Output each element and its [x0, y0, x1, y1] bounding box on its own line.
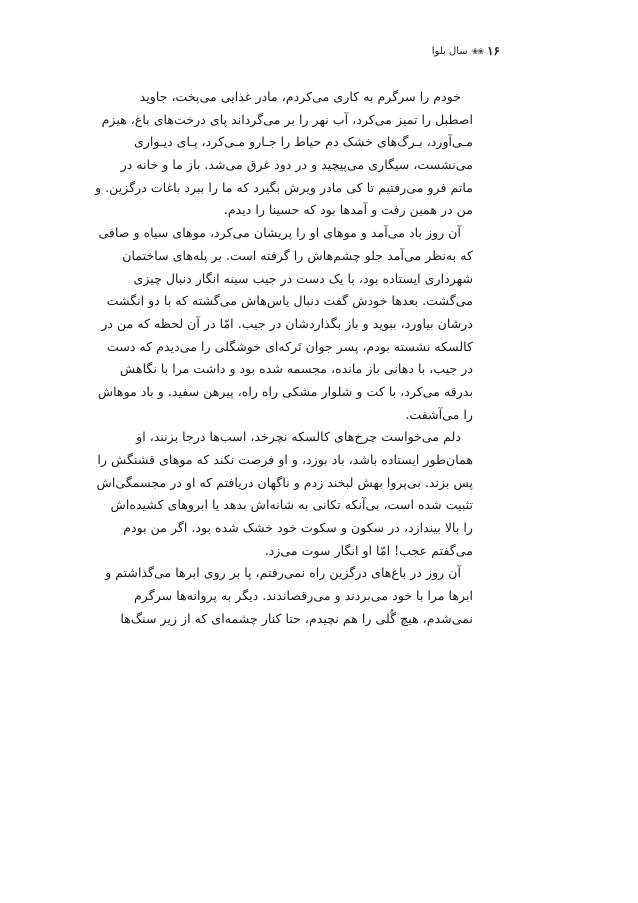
ornament-separator: ❀❀	[471, 46, 484, 56]
page-number: ۱۶	[487, 44, 500, 58]
text-line: ماتم فرو می‌رفتیم تا کی مادر ویرش بگیرد که ما را ببرد باغات درگزین. و	[95, 179, 473, 195]
text-line: می‌گشت. بعدها خودش گفت دنبال یاس‌هاش می‌گشته که با دو انگشت	[106, 293, 473, 309]
text-line: در جیب، با دهانی باز مانده، مجسمه شده بود و داشت مرا با نگاهش	[119, 361, 473, 377]
text-line: که به‌نظر می‌آمد جلو چشم‌هاش را گرفته است. بر پله‌های ساختمان	[122, 247, 473, 263]
text-line: تثبیت شده است، بی‌آنکه تکانی به شانه‌اش بدهد یا ابروهای کشیده‌اش	[110, 497, 473, 513]
text-line: دلم می‌خواست چرخ‌های کالسکه نچرخد، اسب‌ها درجا بزنند، او	[136, 429, 461, 445]
text-line: همان‌طور ایستاده باشد، باد بوزد، و او فرصت نکند که موهای قشنگش را	[97, 452, 473, 467]
text-line: ابرها مرا با خود می‌بردند و می‌رقصاندند. دیگر به پروانه‌ها سرگرم	[133, 588, 473, 604]
text-line: را می‌آشفت.	[405, 406, 473, 422]
text-line: آن روز باد می‌آمد و موهای او را پریشان می‌کرد، موهای سیاه و صافی	[98, 225, 461, 241]
text-line: آن روز در باغ‌های درگزین راه نمی‌رفتم، پا بر روی ابرها می‌گذاشتم و	[105, 565, 461, 581]
text-line: پس بزند. بی‌پروا بهش لبخند زدم و ناگهان دریافتم که او در مجسمگی‌اش	[96, 474, 473, 490]
text-line: من در همین رفت و آمدها بود که حسینا را دیدم.	[223, 202, 473, 218]
text-line: درشان بیاورد، ببوید و باز بگذاردشان در جیب. امّا در آن لحظه که من در	[101, 315, 473, 331]
text-line: را بالا بیندازد، در سکون و سکوت خود خشک شده بود. اگر من بودم	[123, 520, 473, 536]
body-text	[95, 86, 473, 631]
text-line: خودم را سرگرم به کاری می‌کردم، مادر غذایی می‌پخت، جاوید	[139, 89, 461, 104]
text-line: می‌گفتم عجب! امّا او انگار سوت می‌زد.	[264, 542, 473, 558]
text-line: کالسکه نشسته بودم، پسر جوان تَرکه‌ای خوشگلی را می‌دیدم که دست	[106, 338, 473, 354]
text-line: می‌نشست، سیگاری می‌پیچید و در دود غرق می‌شد. باز ما و خانه در	[120, 157, 473, 173]
running-header	[432, 44, 500, 58]
text-line: مـی‌آورد، بـرگ‌های خشک دم حیاط را جـارو مـی‌کرد، پـای دیـواری	[133, 134, 473, 150]
text-line: بدرقه می‌کرد، با کت و شلوار مشکی راه راه، پیرهن سفید. و باد موهاش	[97, 383, 473, 399]
text-line: اصطبل را تمیز می‌کرد، آب نهر را بر می‌گرداند پای درخت‌های باغ، هیزم	[101, 111, 473, 127]
running-title: سال بلوا	[431, 45, 468, 57]
text-line: شهرداری ایستاده بود، با یک دست در جیب سینه انگار دنبال چیزی	[133, 270, 473, 286]
text-line: نمی‌شدم، هیچ گُلی را هم نچیدم، حتا کنار چشمه‌ای که از زیر سنگ‌ها	[120, 610, 473, 626]
